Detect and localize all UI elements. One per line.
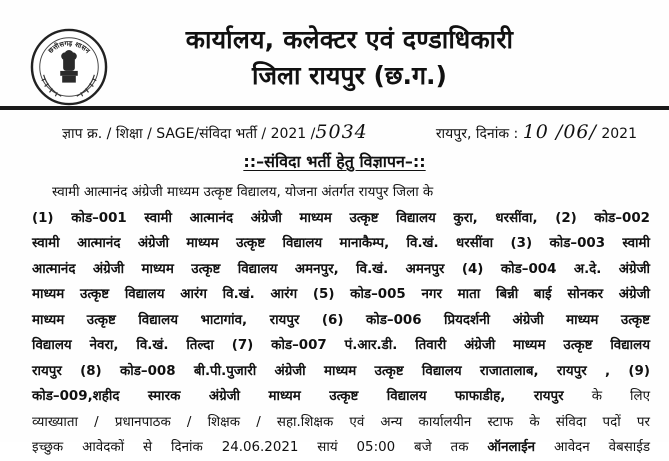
body-text-segment: माध्यम उत्कृष्ट विद्यालय आरंग वि.खं. आरंग (5) कोड–005 नगर माता बिन्नी बाई सोनकर अंग्रेजी xyxy=(32,287,650,302)
body-line xyxy=(32,180,650,206)
body-line xyxy=(32,410,650,436)
body-text-segment: आत्मानंद अंग्रेजी माध्यम उत्कृष्ट विद्यालय अमनपुर, वि.खं. अमनपुर (4) कोड–004 अ.दे. अंग्रेजी xyxy=(32,261,650,277)
office-heading: कार्यालय, कलेक्टर एवं दण्डाधिकारी xyxy=(185,25,514,54)
body-text-segment: कोड–009,शहीद स्मारक अंग्रेजी माध्यम उत्कृष्ट विद्यालय फाफाडीह, रायपुर xyxy=(32,389,564,404)
body-text-segment: इच्छुक आवेदकों से दिनांक 24.06.2021 सायं 05:00 बजे तक xyxy=(32,440,488,455)
district-heading: जिला रायपुर (छ.ग.) xyxy=(252,61,447,90)
body-text-segment: माध्यम उत्कृष्ट विद्यालय भाटागांव, रायपुर (6) कोड–006 प्रियदर्शनी अंग्रेजी माध्यम उत्कृष्ट xyxy=(32,312,650,328)
body-text-segment: व्याख्याता / प्रधानपाठक / शिक्षक / सहा.शिक्षक एवं अन्य कार्यालयीन स्टाफ के संविदा पदों पर xyxy=(32,414,650,430)
reference-number: 5034 xyxy=(315,121,368,143)
body-line xyxy=(32,384,650,410)
body-text-segment: ऑनलाईन xyxy=(487,440,536,455)
body-line xyxy=(32,206,650,232)
body-line xyxy=(32,333,650,359)
body-text-segment: रायपुर (8) कोड–008 बी.पी.पुजारी अंग्रेजी माध्यम उत्कृष्ट विद्यालय राजातालाब, रायपुर , (9) xyxy=(32,363,650,379)
advertisement-title-text: ::–संविदा भर्ती हेतु विज्ञापन–:: xyxy=(243,152,426,171)
place-date-line xyxy=(436,121,637,143)
body-line xyxy=(32,435,650,461)
body-line xyxy=(32,308,650,334)
body-text-segment: आवेदन वेबसाईड xyxy=(535,440,650,455)
place-date-label: रायपुर, दिनांक : xyxy=(435,126,519,142)
date-year: 2021 xyxy=(601,126,637,142)
reference-prefix: ज्ञाप क्र. / शिक्षा / SAGE/संविदा भर्ती / 2021 / xyxy=(62,126,316,142)
advertisement-title xyxy=(0,150,669,172)
reference-line xyxy=(62,121,368,143)
header-divider xyxy=(0,106,669,110)
body-text-segment: स्वामी आत्मानंद अंग्रेजी माध्यम उत्कृष्ट विद्यालय, योजना अंतर्गत रायपुर जिला के xyxy=(52,185,434,200)
body-text-segment: विद्यालय नेवरा, वि.खं. तिल्दा (7) कोड–007 पं.आर.डी. तिवारी अंग्रेजी माध्यम उत्कृष्ट विद्यालय xyxy=(32,338,650,353)
body-line xyxy=(32,359,650,385)
body-line xyxy=(32,257,650,283)
body-line xyxy=(32,282,650,308)
body-text-segment: के लिए xyxy=(563,389,651,404)
body-line xyxy=(32,231,650,257)
advertisement-body xyxy=(32,180,650,461)
body-text-segment: (1) कोड–001 स्वामी आत्मानंद अंग्रेजी माध्यम उत्कृष्ट विद्यालय कुरा, धरसींवा, (2) कोड–002 xyxy=(32,210,650,226)
emblem-text: छत्तीसगढ़ शासन xyxy=(46,39,92,56)
body-text-segment: स्वामी आत्मानंद अंग्रेजी माध्यम उत्कृष्ट विद्यालय मानाकैम्प, वि.खं. धरसींवा (3) कोड–003 स्वामी xyxy=(32,236,650,251)
handwritten-date: 10 /06/ xyxy=(522,121,597,143)
